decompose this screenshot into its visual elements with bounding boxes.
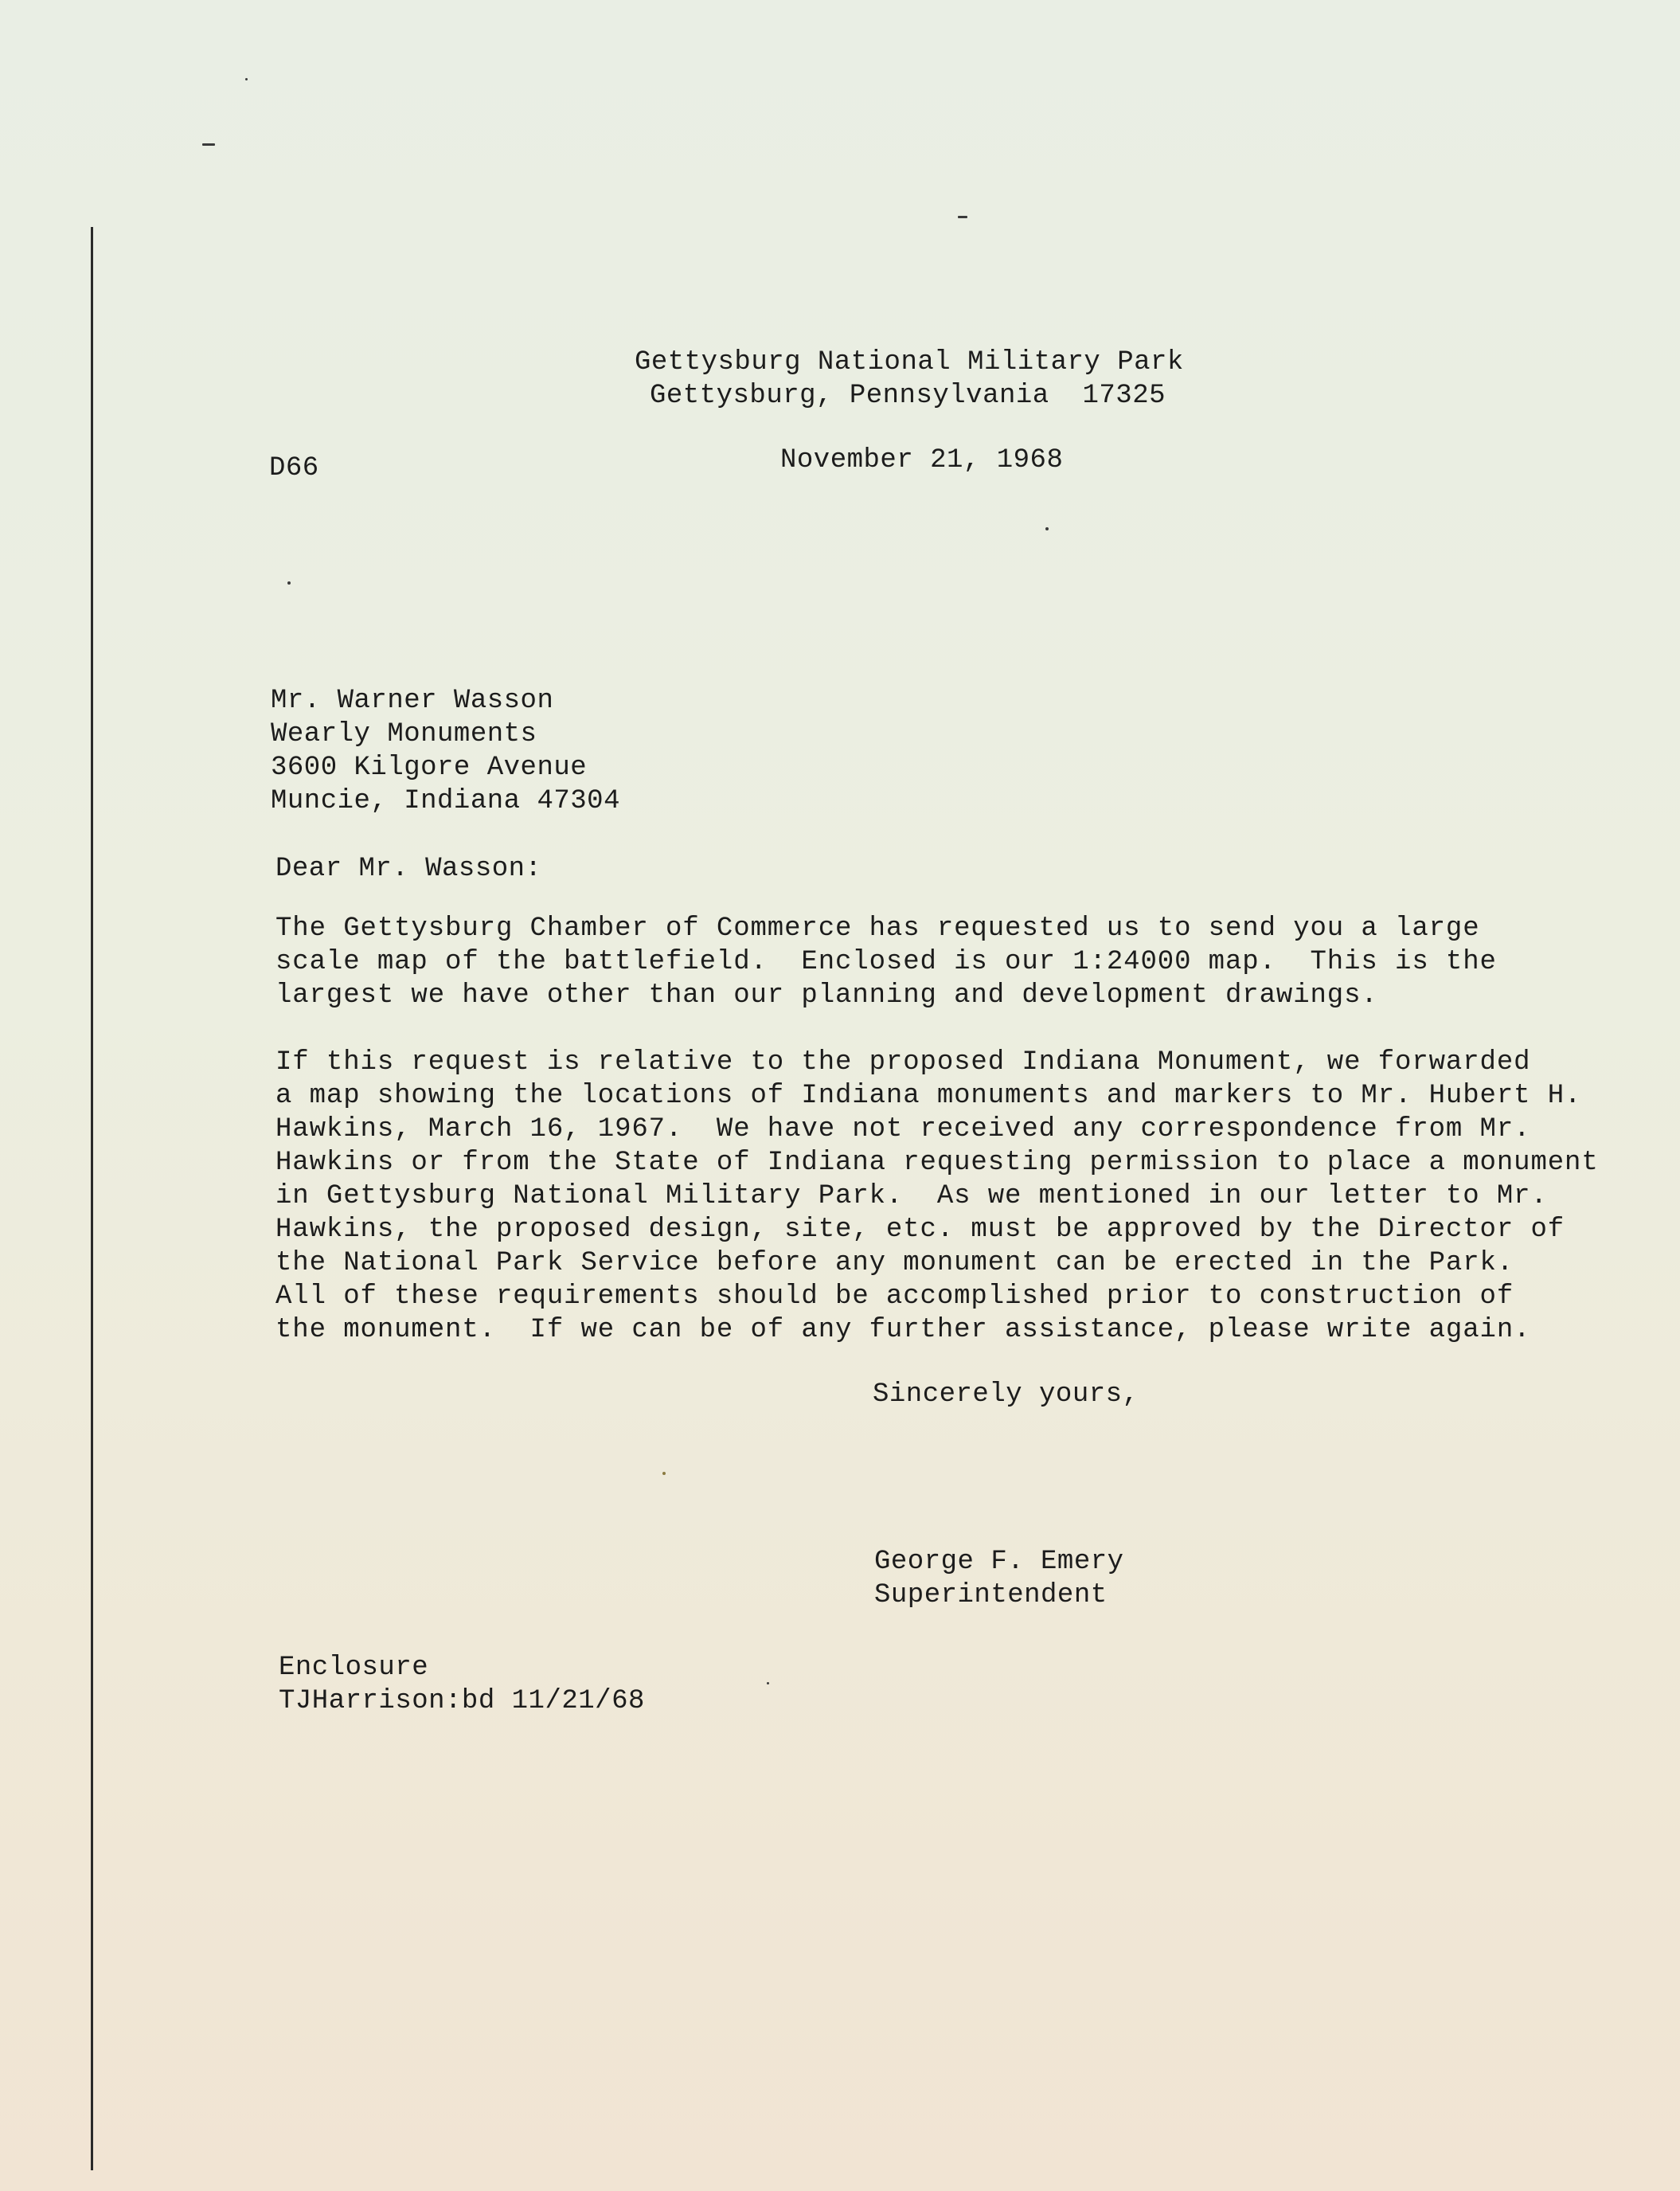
body-line: the monument. If we can be of any further assistance, please write again.	[275, 1315, 1531, 1345]
paper-speck	[287, 581, 291, 585]
body-line: a map showing the locations of Indiana monuments and markers to Mr. Hubert H.	[275, 1081, 1582, 1111]
recipient-company: Wearly Monuments	[271, 719, 537, 749]
paper-speck	[1045, 527, 1049, 530]
file-code: D66	[269, 453, 319, 483]
body-line: largest we have other than our planning and development drawings.	[275, 980, 1378, 1011]
signer-title: Superintendent	[874, 1580, 1108, 1610]
recipient-street: 3600 Kilgore Avenue	[271, 753, 588, 783]
salutation: Dear Mr. Wasson:	[275, 854, 542, 884]
body-paragraph-2	[275, 1046, 1599, 1347]
body-line: in Gettysburg National Military Park. As we mentioned in our letter to Mr.	[275, 1181, 1548, 1211]
letterhead-line-1: Gettysburg National Military Park	[635, 347, 1184, 378]
letter-date: November 21, 1968	[780, 445, 1064, 475]
body-paragraph-1	[275, 912, 1497, 1012]
paper-speck	[245, 78, 248, 80]
signature-block	[874, 1545, 1124, 1612]
body-line: Hawkins or from the State of Indiana requesting permission to place a monument	[275, 1148, 1599, 1178]
body-line: All of these requirements should be accomplished prior to construction of	[275, 1281, 1514, 1312]
left-margin-line	[91, 227, 93, 2170]
recipient-city: Muncie, Indiana 47304	[271, 786, 620, 816]
closing: Sincerely yours,	[873, 1379, 1139, 1410]
footer-notes	[279, 1651, 645, 1718]
body-line: Hawkins, the proposed design, site, etc. must be approved by the Director of	[275, 1215, 1565, 1245]
body-line: The Gettysburg Chamber of Commerce has requested us to send you a large	[275, 914, 1480, 944]
body-line: scale map of the battlefield. Enclosed is our 1:24000 map. This is the	[275, 947, 1497, 977]
paper-speck	[662, 1472, 666, 1475]
paper-speck	[767, 1682, 769, 1684]
recipient-name: Mr. Warner Wasson	[271, 686, 554, 716]
body-line: Hawkins, March 16, 1967. We have not received any correspondence from Mr.	[275, 1114, 1531, 1144]
recipient-address	[271, 684, 620, 818]
body-line: If this request is relative to the proposed Indiana Monument, we forwarded	[275, 1047, 1531, 1078]
body-line: the National Park Service before any monument can be erected in the Park.	[275, 1248, 1514, 1278]
paper-speck	[202, 143, 215, 146]
typist-reference: TJHarrison:bd 11/21/68	[279, 1686, 645, 1716]
paper-speck	[958, 216, 967, 218]
signer-name: George F. Emery	[874, 1547, 1124, 1577]
enclosure-note: Enclosure	[279, 1653, 429, 1683]
letterhead-line-2: Gettysburg, Pennsylvania 17325	[650, 381, 1166, 411]
